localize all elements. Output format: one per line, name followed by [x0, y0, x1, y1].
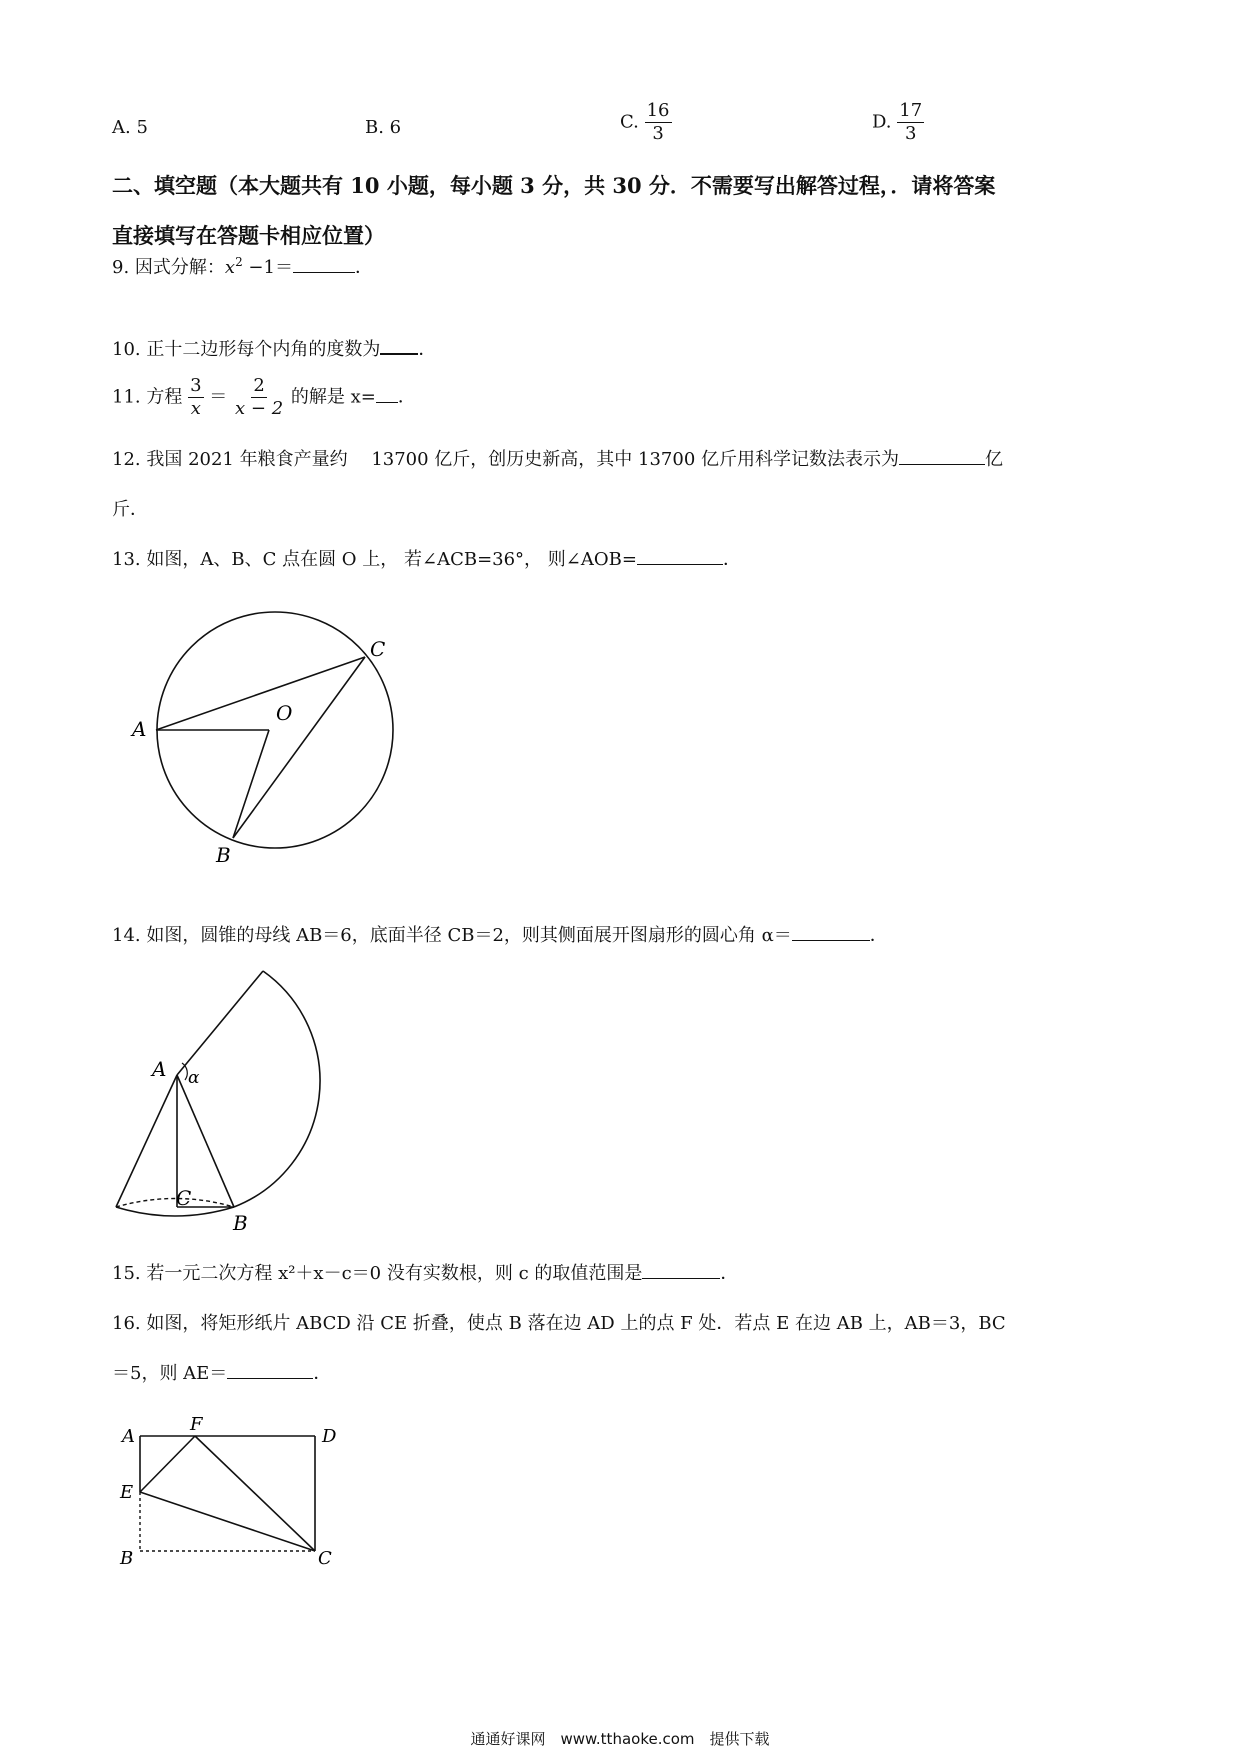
- choice-c-fraction: [645, 100, 672, 145]
- label-o: O: [276, 701, 293, 725]
- segment-fc: [195, 1436, 315, 1551]
- label-a: A: [122, 1426, 135, 1447]
- choice-d-prefix: D.: [872, 111, 892, 133]
- q9-end: ．: [354, 257, 373, 278]
- q14-end: ．: [869, 925, 888, 946]
- choice-b: B. 6: [365, 117, 402, 138]
- figure-13-circle-diagram: [120, 600, 420, 900]
- q11-f2-numerator: 2: [253, 375, 265, 396]
- choice-d: [872, 100, 924, 145]
- segment-ob: [233, 730, 269, 838]
- question-16-line2: [112, 1362, 331, 1386]
- base-ellipse-front: [116, 1207, 234, 1216]
- cone-edge-left: [116, 1075, 177, 1207]
- figure-16-rectangle-diagram: [110, 1412, 350, 1572]
- segment-ef: [140, 1436, 195, 1492]
- question-13: [112, 548, 741, 572]
- question-15: [112, 1262, 738, 1286]
- label-b: B: [233, 1211, 248, 1235]
- sector-radius: [177, 971, 263, 1075]
- q11-prefix: 11. 方程: [112, 386, 183, 408]
- q9-base: x: [224, 257, 236, 278]
- label-c: C: [370, 637, 386, 661]
- section-heading-line2: 直接填写在答题卡相应位置）: [112, 223, 385, 248]
- q12-line1-end: 亿: [985, 449, 1004, 470]
- q11-equals: ＝: [209, 386, 228, 408]
- q12-line1: 12. 我国 2021 年粮食产量约 13700 亿斤，创历史新高，其中 13700 亿斤用科学记数法表示为: [112, 449, 900, 470]
- choice-d-fraction: [897, 100, 924, 145]
- q16-end: ．: [313, 1363, 332, 1384]
- q13-text: 13. 如图，A、B、C 点在圆 O 上， 若∠ACB=36°， 则∠AOB=: [112, 549, 637, 570]
- q15-end: ．: [720, 1263, 739, 1284]
- q12-line2: 斤．: [112, 499, 148, 520]
- q10-text: 10. 正十二边形每个内角的度数为: [112, 339, 381, 360]
- choice-c-prefix: C.: [620, 111, 639, 133]
- figure-14-cone-diagram: [100, 960, 330, 1235]
- label-f: F: [190, 1414, 203, 1435]
- label-c: C: [176, 1186, 192, 1210]
- q11-fraction-right: [233, 375, 285, 420]
- question-10: [112, 337, 436, 362]
- question-12-line1: [112, 448, 1003, 472]
- label-a: A: [132, 717, 147, 741]
- q11-suffix: 的解是 x=: [290, 386, 376, 408]
- label-c: C: [318, 1548, 332, 1569]
- label-e: E: [120, 1482, 134, 1503]
- choice-c-numerator: 16: [646, 100, 670, 121]
- segment-ac: [156, 657, 365, 730]
- q11-fraction-left: [188, 375, 203, 420]
- q15-answer-blank[interactable]: [642, 1262, 720, 1279]
- q16-line2: ＝5，则 AE＝: [112, 1363, 228, 1384]
- segment-ec: [140, 1492, 315, 1551]
- section-heading-line1: 二、填空题（本大题共有 10 小题，每小题 3 分，共 30 分．不需要写出解答过程，．请将答案: [112, 173, 996, 198]
- sector-arc: [234, 971, 320, 1207]
- q14-text: 14. 如图，圆锥的母线 AB＝6，底面半径 CB＝2，则其侧面展开图扇形的圆心角 α＝: [112, 925, 792, 946]
- label-d: D: [322, 1426, 337, 1447]
- q16-line1: 16. 如图，将矩形纸片 ABCD 沿 CE 折叠，使点 B 落在边 AD 上的点 F 处．若点 E 在边 AB 上，AB＝3，BC: [112, 1313, 1006, 1334]
- question-14: [112, 924, 888, 948]
- choice-c-denominator: 3: [652, 123, 664, 144]
- q9-rest: −1＝: [242, 257, 293, 278]
- q12-answer-blank[interactable]: [899, 448, 985, 465]
- label-alpha: α: [188, 1068, 200, 1088]
- question-9: [112, 250, 373, 280]
- question-11: [112, 375, 416, 420]
- angle-alpha-arc: [182, 1063, 187, 1080]
- q14-answer-blank[interactable]: [792, 924, 870, 941]
- label-b: B: [216, 843, 231, 867]
- q10-end: ．: [418, 339, 437, 360]
- q11-end: ．: [397, 386, 416, 408]
- q15-text: 15. 若一元二次方程 x²＋x－c＝0 没有实数根，则 c 的取值范围是: [112, 1263, 643, 1284]
- page-footer: 通通好课网 www.tthaoke.com 提供下载: [470, 1730, 770, 1748]
- q11-f1-numerator: 3: [190, 375, 202, 396]
- q10-answer-blank[interactable]: [380, 337, 418, 355]
- q11-f2-denominator: x − 2: [235, 398, 284, 419]
- q9-prefix: 9. 因式分解：: [112, 257, 225, 278]
- q11-f1-denominator: x: [190, 398, 201, 419]
- segment-cb: [233, 657, 365, 838]
- q16-answer-blank[interactable]: [227, 1362, 313, 1379]
- choice-d-numerator: 17: [899, 100, 923, 121]
- q9-exponent: 2: [235, 255, 243, 269]
- q13-answer-blank[interactable]: [637, 548, 723, 565]
- label-b: B: [120, 1548, 134, 1569]
- choice-a: A. 5: [112, 117, 148, 138]
- choice-c: [620, 100, 672, 145]
- q9-answer-blank[interactable]: [293, 256, 355, 273]
- base-ellipse-back: [116, 1199, 234, 1208]
- label-a: A: [152, 1057, 167, 1081]
- q13-end: ．: [722, 549, 741, 570]
- choice-d-denominator: 3: [904, 123, 917, 144]
- q11-answer-blank[interactable]: [376, 386, 398, 403]
